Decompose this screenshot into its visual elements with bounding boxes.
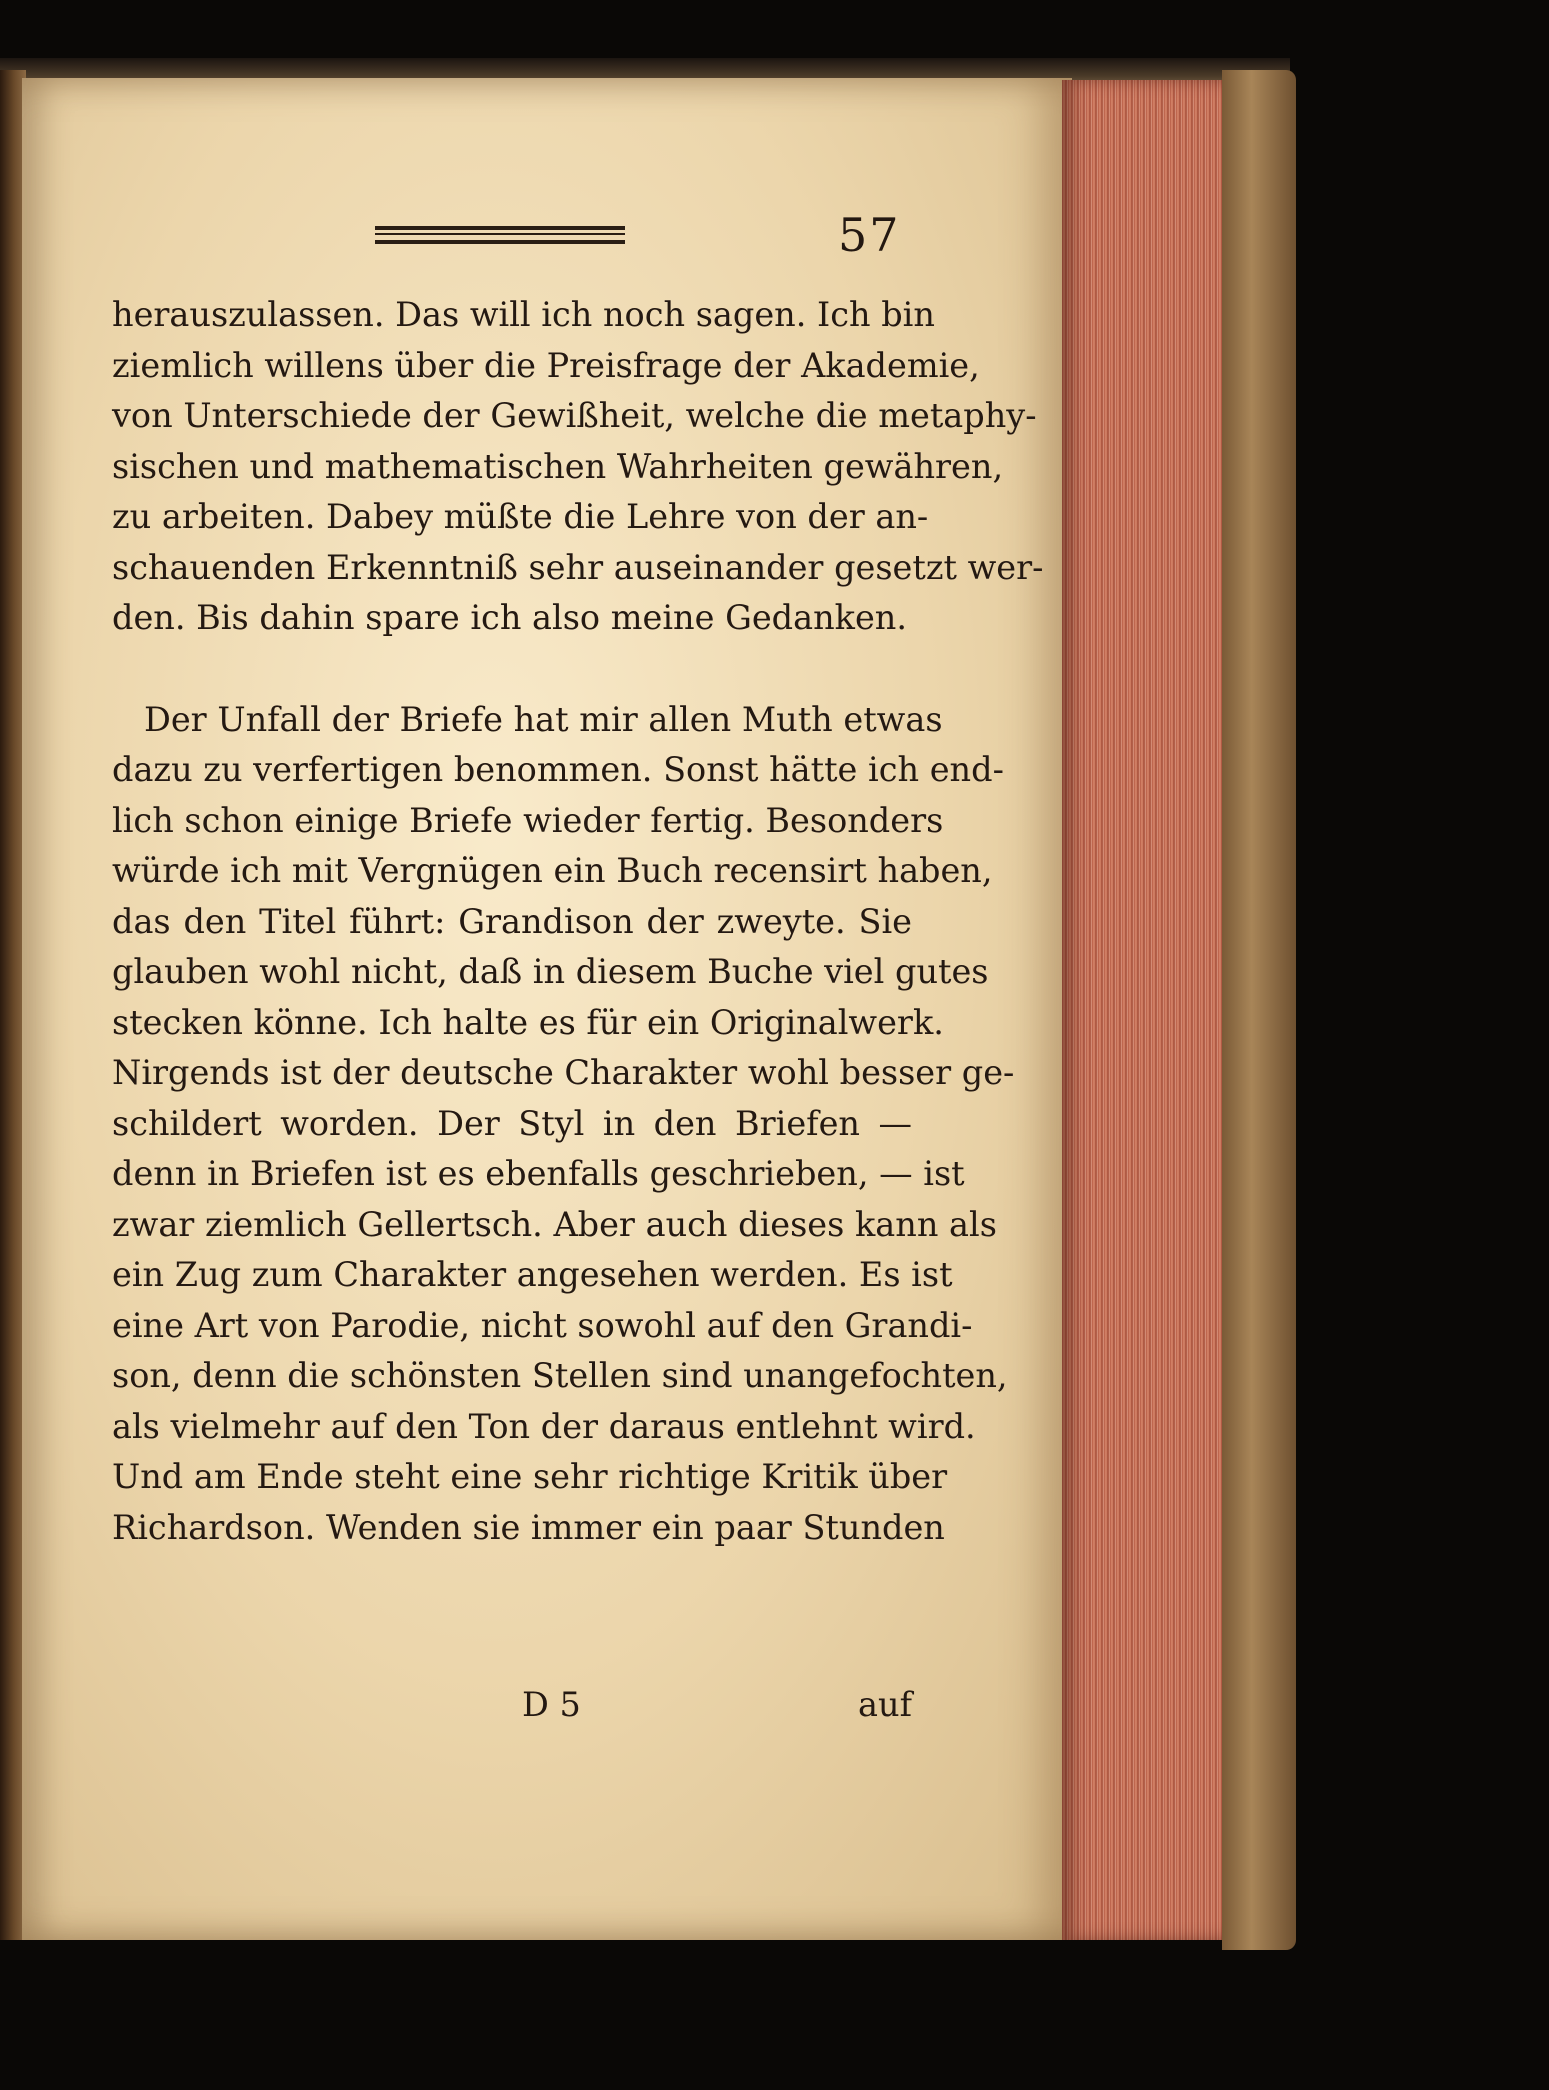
text-line: als vielmehr auf den Ton der daraus entlehnt wird. [112, 1406, 976, 1446]
text-line: schildert worden. Der Styl in den Briefen — [112, 1103, 912, 1143]
paragraph-gap [112, 644, 912, 695]
page-edges [1062, 80, 1230, 1940]
text-line: Richardson. Wenden sie immer ein paar Stunden [112, 1507, 945, 1547]
text-line: zu arbeiten. Dabey müßte die Lehre von der an- [112, 497, 929, 536]
header-rule-ornament [375, 226, 625, 244]
text-line: dazu zu verfertigen benommen. Sonst hätte ich end- [112, 750, 1004, 789]
text-line: von Unterschiede der Gewißheit, welche die metaphy- [112, 396, 1037, 435]
text-line: zwar ziemlich Gellertsch. Aber auch dieses kann als [112, 1204, 997, 1244]
text-line: Und am Ende steht eine sehr richtige Kritik über [112, 1457, 948, 1496]
body-text [112, 290, 1044, 1553]
text-line: ziemlich willens über die Preisfrage der Akademie, [112, 345, 980, 385]
text-line: das den Titel führt: Grandison der zweyte. Sie [112, 901, 912, 941]
catchword: auf [858, 1685, 912, 1724]
text-line: den. Bis dahin spare ich also meine Gedanken. [112, 598, 908, 637]
text-line: sischen und mathematischen Wahrheiten gewähren, [112, 446, 1004, 486]
text-line: stecken könne. Ich halte es für ein Originalwerk. [112, 1002, 944, 1042]
text-line: würde ich mit Vergnügen ein Buch recensirt haben, [112, 851, 993, 890]
text-line: glauben wohl nicht, daß in diesem Buche viel gutes [112, 952, 989, 991]
signature-mark: D 5 [522, 1685, 581, 1724]
text-line: son, denn die schönsten Stellen sind unangefochten, [112, 1356, 1008, 1395]
text-line: herauszulassen. Das will ich noch sagen. Ich bin [112, 295, 935, 334]
text-line: ein Zug zum Charakter angesehen werden. Es ist [112, 1255, 953, 1294]
text-line: Der Unfall der Briefe hat mir allen Muth etwas [144, 699, 943, 739]
text-line: lich schon einige Briefe wieder fertig. Besonders [112, 800, 944, 840]
text-line: eine Art von Parodie, nicht sowohl auf den Grandi- [112, 1305, 973, 1345]
text-line: Nirgends ist der deutsche Charakter wohl besser ge- [112, 1053, 1015, 1092]
cover-edge [1222, 70, 1296, 1950]
text-line: schauenden Erkenntniß sehr auseinander gesetzt wer- [112, 547, 1044, 587]
page-number: 57 [838, 208, 901, 262]
page-footer [112, 1685, 912, 1735]
text-line: denn in Briefen ist es ebenfalls geschrieben, — ist [112, 1154, 965, 1193]
